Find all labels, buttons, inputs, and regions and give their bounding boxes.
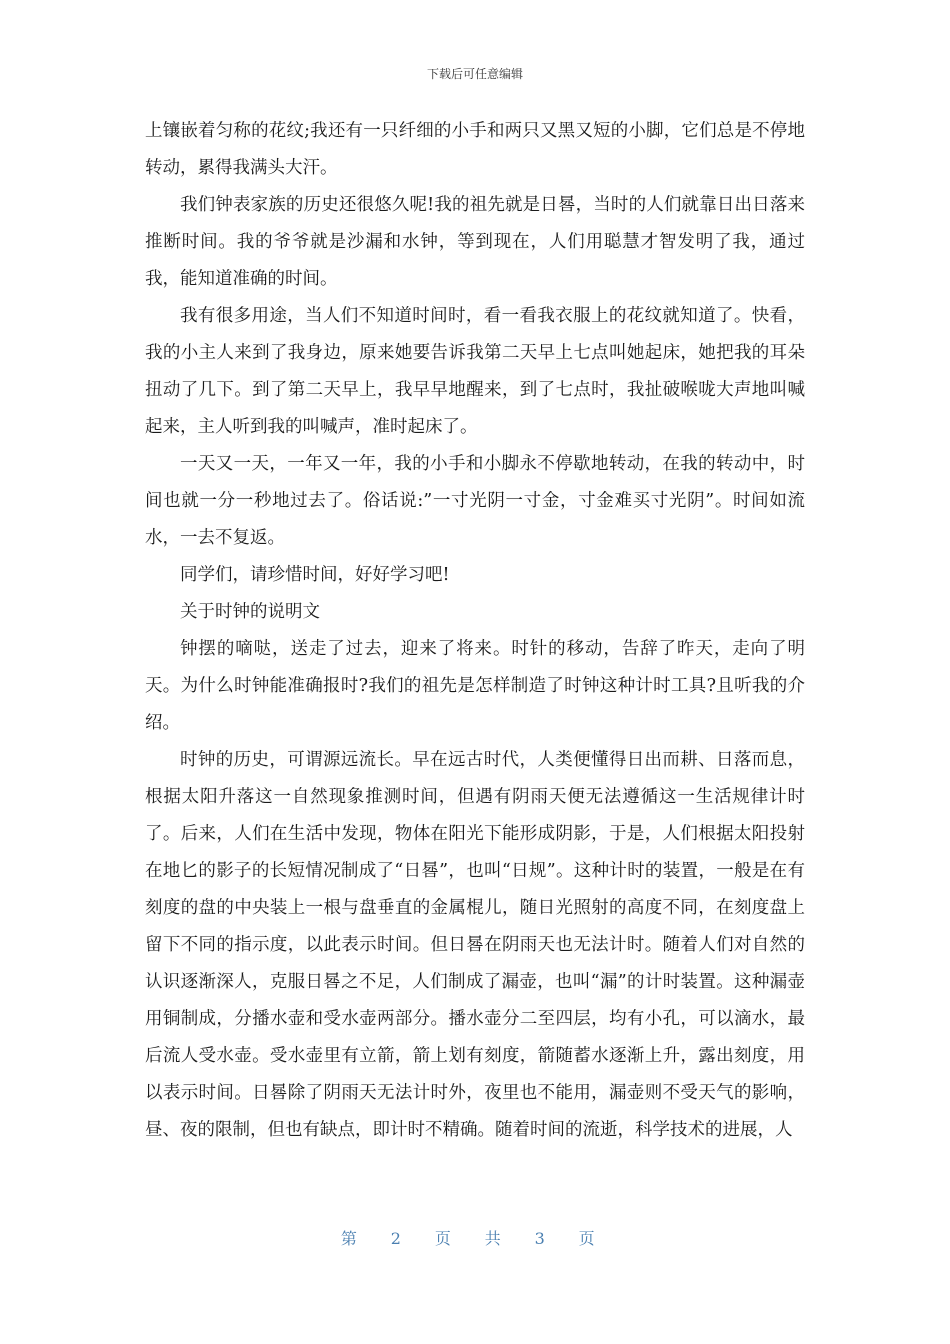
paragraph-1: 上镶嵌着匀称的花纹;我还有一只纤细的小手和两只又黑又短的小脚，它们总是不停地转动，累得我满头大汗。	[145, 121, 805, 178]
section-title: 关于时钟的说明文	[180, 602, 320, 622]
document-body	[145, 113, 805, 1149]
page-header: 下载后可任意编辑	[426, 67, 523, 81]
paragraph-4: 一天又一天，一年又一年，我的小手和小脚永不停歇地转动，在我的转动中，时间也就一分一秒地过去了。俗话说:”一寸光阴一寸金，寸金难买寸光阴”。时间如流水，一去不复返。	[145, 454, 805, 548]
paragraph-2: 我们钟表家族的历史还很悠久呢!我的祖先就是日晷，当时的人们就靠日出日落来推断时间。我的爷爷就是沙漏和水钟，等到现在，人们用聪慧才智发明了我，通过我，能知道准确的时间。	[145, 195, 805, 289]
paragraph-5: 同学们，请珍惜时间，好好学习吧!	[180, 565, 450, 585]
paragraph-3: 我有很多用途，当人们不知道时间时，看一看我衣服上的花纹就知道了。快看，我的小主人来到了我身边，原来她要告诉我第二天早上七点叫她起床，她把我的耳朵扭动了几下。到了第二天早上，我早早地醒来，到了七点时，我扯破喉咙大声地叫喊起来，主人听到我的叫喊声，准时起床了。	[145, 306, 805, 437]
paragraph-6: 钟摆的嘀哒，送走了过去，迎来了将来。时针的移动，告辞了昨天，走向了明天。为什么时钟能准确报时?我们的祖先是怎样制造了时钟这种计时工具?且听我的介绍。	[145, 639, 805, 733]
page-number-footer: 第 2 页 共 3 页	[340, 1229, 610, 1248]
paragraph-7: 时钟的历史，可谓源远流长。早在远古时代，人类便懂得日出而耕、日落而息，根据太阳升落这一自然现象推测时间，但遇有阴雨天便无法遵循这一生活规律计时了。后来，人们在生活中发现，物体在阳光下能形成阴影，于是，人们根据太阳投射在地匕的影子的长短情况制成了“日晷”，也叫“日规”。这种计时的装置，一般是在有刻度的盘的中央装上一根与盘垂直的金属棍儿，随日光照射的高度不同，在刻度盘上留下不同的指示度，以此表示时间。但日晷在阴雨天也无法计时。随着人们对自然的认识逐渐深人，克服日晷之不足，人们制成了漏壶，也叫“漏”的计时装置。这种漏壶用铜制成，分播水壶和受水壶两部分。播水壶分二至四层，均有小孔，可以滴水，最后流人受水壶。受水壶里有立箭，箭上划有刻度，箭随蓄水逐渐上升，露出刻度，用以表示时间。日晷除了阴雨天无法计时外，夜里也不能用，漏壶则不受天气的影响，昼、夜的限制，但也有缺点，即计时不精确。随着时间的流逝，科学技术的进展，人	[145, 750, 805, 1140]
